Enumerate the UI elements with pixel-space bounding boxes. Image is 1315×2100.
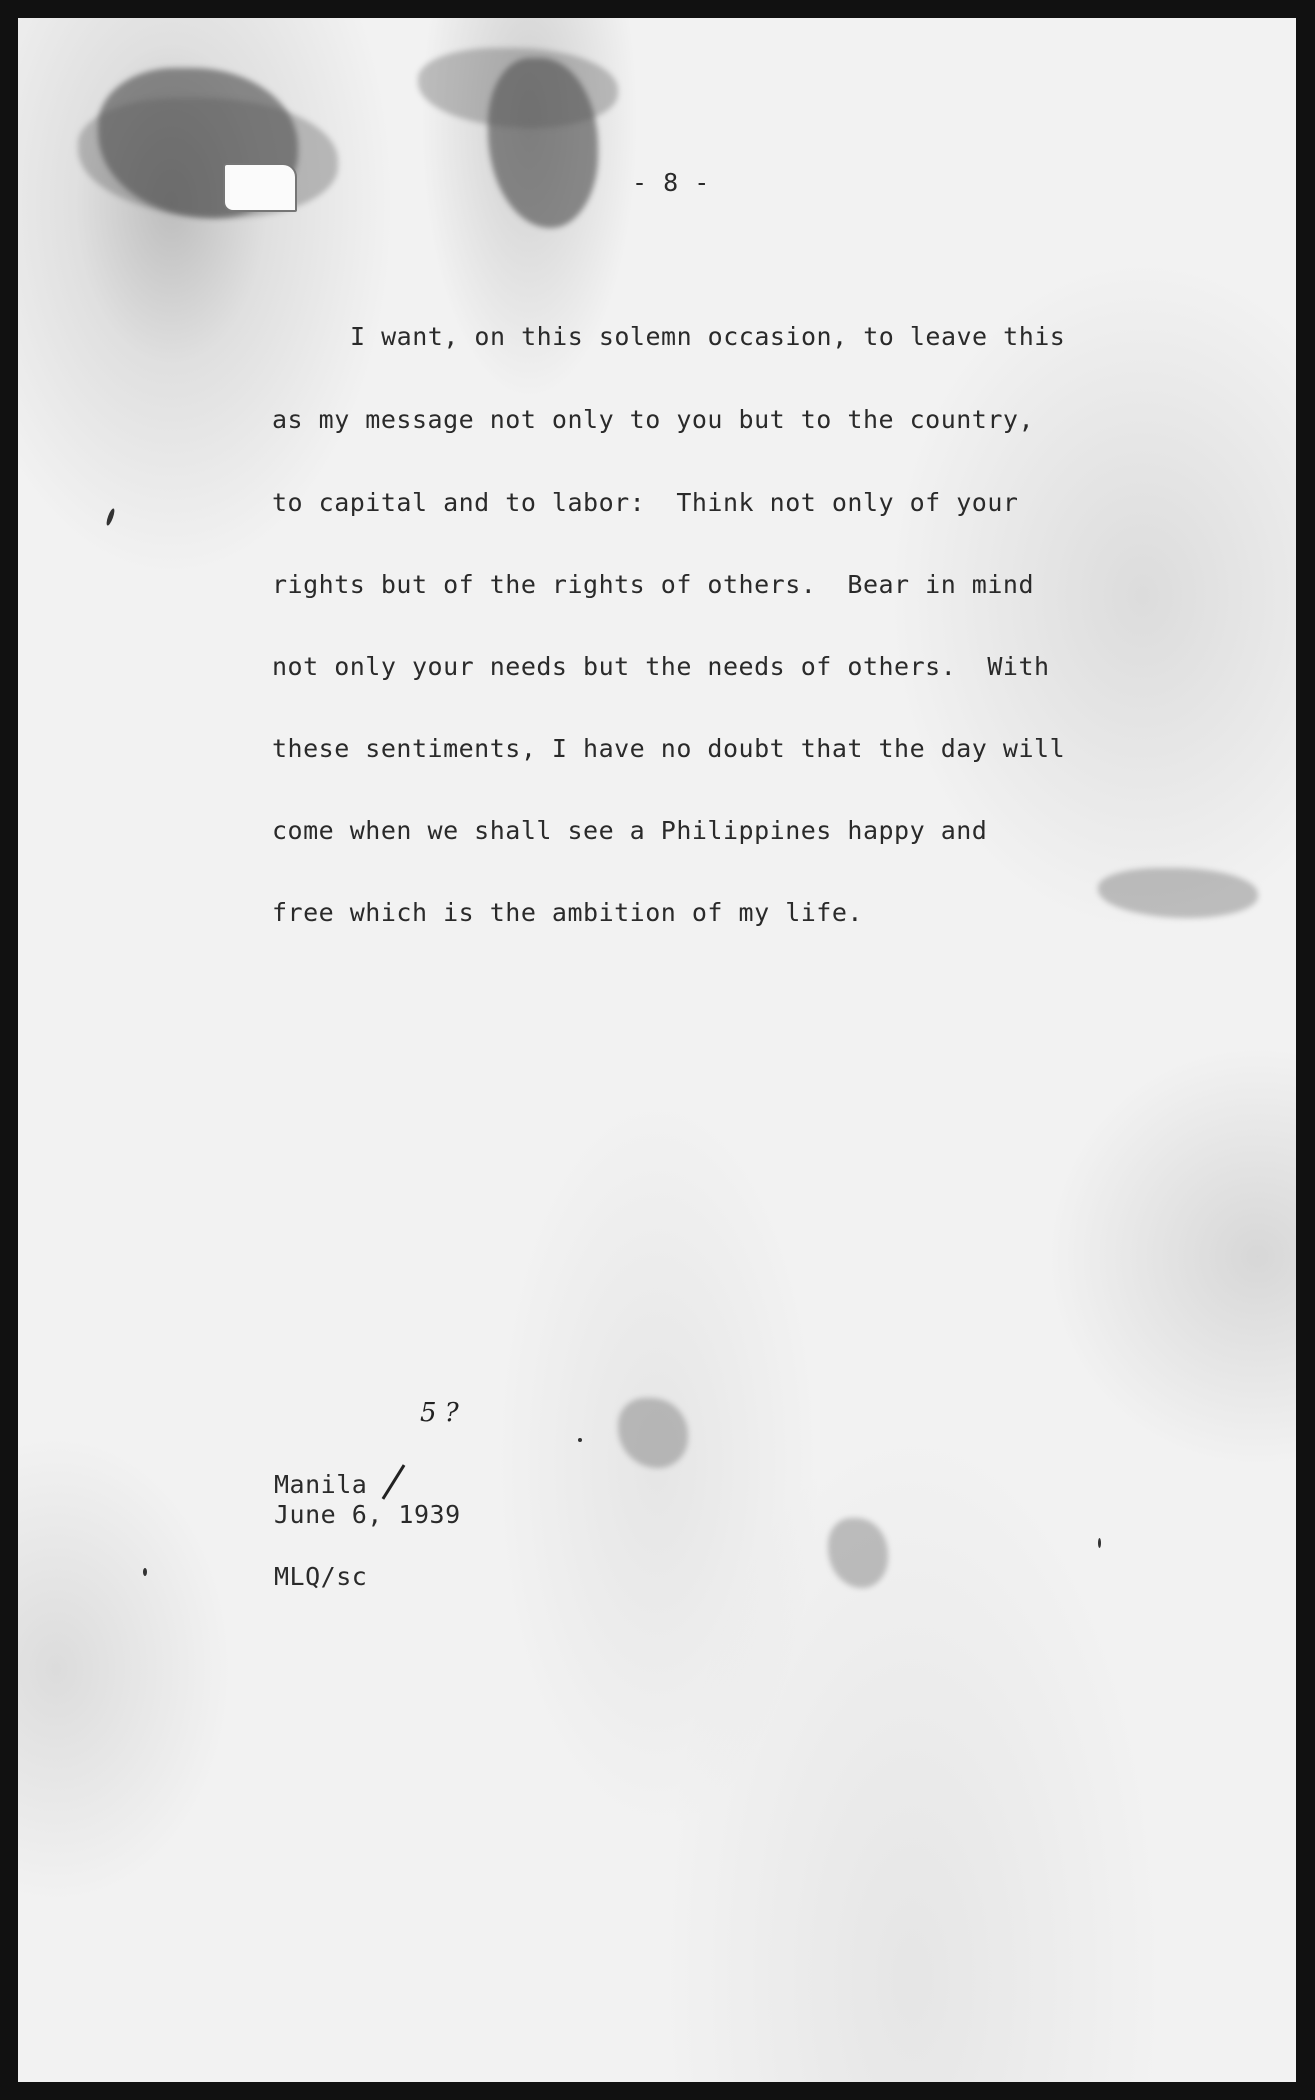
body-line: not only your needs but the needs of others. With <box>272 652 1050 681</box>
initials-line: MLQ/sc <box>274 1562 368 1591</box>
body-line: to capital and to labor: Think not only of your <box>272 488 1019 517</box>
paper-tear <box>223 163 297 212</box>
handwritten-annotation: 5 ? <box>420 1398 459 1428</box>
place-line: Manila <box>274 1470 368 1499</box>
body-line: come when we shall see a Philippines happy and <box>272 816 988 845</box>
ink-stain <box>418 48 618 128</box>
margin-mark <box>578 1438 582 1442</box>
body-line: these sentiments, I have no doubt that the day will <box>272 734 1066 763</box>
body-line: rights but of the rights of others. Bear in mind <box>272 570 1035 599</box>
date-line: June 6, 1939 <box>274 1500 461 1529</box>
ink-smudge <box>618 1398 688 1468</box>
body-line: free which is the ambition of my life. <box>272 898 863 927</box>
margin-mark <box>143 1568 147 1576</box>
margin-mark <box>105 508 116 527</box>
body-line: as my message not only to you but to the country, <box>272 405 1035 434</box>
ink-stain <box>78 98 338 218</box>
margin-mark <box>1098 1538 1101 1548</box>
ink-smudge <box>1098 868 1258 918</box>
ink-smudge <box>828 1518 888 1588</box>
page-number: - 8 - <box>632 168 710 197</box>
body-line: I want, on this solemn occasion, to leave this <box>350 322 1066 351</box>
